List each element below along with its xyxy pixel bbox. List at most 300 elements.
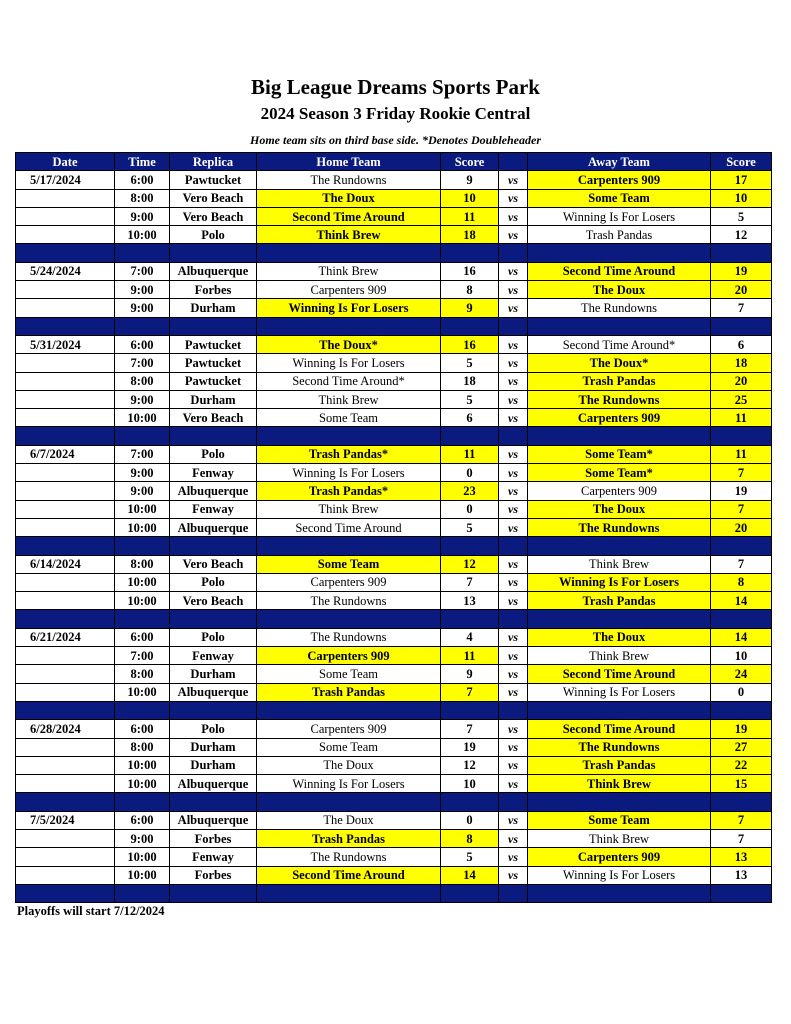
separator-cell	[711, 884, 772, 902]
separator-cell	[16, 427, 115, 445]
game-row	[16, 756, 772, 774]
home-team: Trash Pandas	[257, 829, 441, 847]
away-score: 11	[711, 445, 772, 463]
separator-cell	[115, 317, 170, 335]
home-score: 6	[441, 409, 499, 427]
vs-label: vs	[499, 335, 528, 353]
page-subtitle: 2024 Season 3 Friday Rookie Central	[260, 104, 531, 123]
game-field: Polo	[170, 445, 257, 463]
game-row	[16, 464, 772, 482]
home-team: Some Team	[257, 555, 441, 573]
away-score: 7	[711, 555, 772, 573]
separator-cell	[499, 884, 528, 902]
separator-cell	[16, 884, 115, 902]
separator-cell	[257, 793, 441, 811]
week-separator	[16, 317, 772, 335]
home-team: Think Brew	[257, 390, 441, 408]
game-date	[16, 756, 115, 774]
vs-label: vs	[499, 738, 528, 756]
game-time: 8:00	[115, 372, 170, 390]
separator-cell	[441, 701, 499, 719]
separator-cell	[170, 610, 257, 628]
home-team: Trash Pandas	[257, 683, 441, 701]
game-date	[16, 281, 115, 299]
separator-cell	[257, 701, 441, 719]
away-team: The Doux	[528, 500, 711, 518]
away-score: 20	[711, 518, 772, 536]
game-time: 10:00	[115, 848, 170, 866]
away-team: The Doux	[528, 281, 711, 299]
home-score: 7	[441, 683, 499, 701]
vs-label: vs	[499, 500, 528, 518]
separator-cell	[16, 610, 115, 628]
away-team: The Doux*	[528, 354, 711, 372]
separator-cell	[441, 793, 499, 811]
vs-label: vs	[499, 171, 528, 189]
separator-cell	[711, 427, 772, 445]
game-date	[16, 665, 115, 683]
separator-cell	[16, 317, 115, 335]
away-team: Some Team*	[528, 445, 711, 463]
away-team: Second Time Around	[528, 262, 711, 280]
home-team: Winning Is For Losers	[257, 354, 441, 372]
separator-cell	[528, 317, 711, 335]
game-field: Albuquerque	[170, 482, 257, 500]
separator-cell	[528, 701, 711, 719]
game-time: 10:00	[115, 756, 170, 774]
game-row	[16, 647, 772, 665]
away-team: Some Team	[528, 811, 711, 829]
game-row	[16, 281, 772, 299]
home-team: Some Team	[257, 665, 441, 683]
week-separator	[16, 244, 772, 262]
separator-cell	[16, 793, 115, 811]
game-date	[16, 683, 115, 701]
week-separator	[16, 537, 772, 555]
separator-cell	[115, 244, 170, 262]
separator-cell	[257, 537, 441, 555]
away-team: The Rundowns	[528, 738, 711, 756]
home-score: 10	[441, 775, 499, 793]
game-date	[16, 226, 115, 244]
home-team: Some Team	[257, 738, 441, 756]
away-score: 8	[711, 573, 772, 591]
separator-cell	[499, 793, 528, 811]
separator-cell	[16, 701, 115, 719]
away-team: Some Team	[528, 189, 711, 207]
away-score: 20	[711, 281, 772, 299]
home-team: The Doux	[257, 189, 441, 207]
game-time: 8:00	[115, 555, 170, 573]
separator-cell	[16, 244, 115, 262]
home-team: The Rundowns	[257, 171, 441, 189]
header-row	[16, 153, 772, 171]
game-field: Pawtucket	[170, 171, 257, 189]
game-field: Albuquerque	[170, 518, 257, 536]
away-score: 11	[711, 409, 772, 427]
away-score: 10	[711, 647, 772, 665]
vs-label: vs	[499, 555, 528, 573]
vs-label: vs	[499, 372, 528, 390]
game-date	[16, 647, 115, 665]
home-team: The Doux	[257, 756, 441, 774]
game-row	[16, 775, 772, 793]
home-score: 5	[441, 354, 499, 372]
away-team: Carpenters 909	[528, 171, 711, 189]
separator-cell	[499, 317, 528, 335]
game-field: Albuquerque	[170, 262, 257, 280]
separator-cell	[711, 537, 772, 555]
home-team: Carpenters 909	[257, 647, 441, 665]
vs-label: vs	[499, 518, 528, 536]
separator-cell	[441, 537, 499, 555]
separator-cell	[257, 244, 441, 262]
away-score: 7	[711, 811, 772, 829]
game-date	[16, 738, 115, 756]
game-date: 6/7/2024	[16, 445, 115, 463]
home-score: 11	[441, 647, 499, 665]
game-date	[16, 372, 115, 390]
header-vs	[499, 153, 528, 171]
away-team: Some Team*	[528, 464, 711, 482]
game-time: 6:00	[115, 335, 170, 353]
schedule-table	[15, 152, 772, 903]
game-field: Durham	[170, 756, 257, 774]
game-date	[16, 390, 115, 408]
game-row	[16, 409, 772, 427]
away-score: 17	[711, 171, 772, 189]
home-team: Trash Pandas*	[257, 445, 441, 463]
separator-cell	[441, 610, 499, 628]
away-team: The Doux	[528, 628, 711, 646]
game-time: 10:00	[115, 592, 170, 610]
week-separator	[16, 427, 772, 445]
away-team: Trash Pandas	[528, 592, 711, 610]
game-field: Albuquerque	[170, 683, 257, 701]
away-score: 27	[711, 738, 772, 756]
game-time: 6:00	[115, 628, 170, 646]
home-score: 0	[441, 500, 499, 518]
game-field: Fenway	[170, 647, 257, 665]
home-score: 16	[441, 262, 499, 280]
separator-cell	[170, 701, 257, 719]
away-score: 19	[711, 720, 772, 738]
away-score: 15	[711, 775, 772, 793]
away-team: Trash Pandas	[528, 756, 711, 774]
separator-cell	[115, 884, 170, 902]
home-score: 8	[441, 829, 499, 847]
game-row	[16, 829, 772, 847]
away-score: 5	[711, 207, 772, 225]
header-away-team: Away Team	[528, 153, 711, 171]
vs-label: vs	[499, 592, 528, 610]
separator-cell	[441, 317, 499, 335]
game-field: Durham	[170, 738, 257, 756]
game-field: Vero Beach	[170, 592, 257, 610]
game-row	[16, 262, 772, 280]
game-date	[16, 207, 115, 225]
separator-cell	[170, 244, 257, 262]
separator-cell	[170, 793, 257, 811]
away-score: 10	[711, 189, 772, 207]
away-score: 12	[711, 226, 772, 244]
away-team: Winning Is For Losers	[528, 207, 711, 225]
separator-cell	[528, 244, 711, 262]
game-date	[16, 354, 115, 372]
game-row	[16, 665, 772, 683]
game-time: 9:00	[115, 207, 170, 225]
home-team: Second Time Around	[257, 518, 441, 536]
home-team: Winning Is For Losers	[257, 464, 441, 482]
game-time: 7:00	[115, 262, 170, 280]
game-date: 5/17/2024	[16, 171, 115, 189]
game-field: Fenway	[170, 464, 257, 482]
schedule-body	[16, 171, 772, 903]
game-time: 10:00	[115, 518, 170, 536]
game-date: 6/28/2024	[16, 720, 115, 738]
game-time: 8:00	[115, 189, 170, 207]
vs-label: vs	[499, 775, 528, 793]
home-score: 11	[441, 207, 499, 225]
away-score: 14	[711, 592, 772, 610]
home-team: The Rundowns	[257, 592, 441, 610]
home-score: 9	[441, 171, 499, 189]
vs-label: vs	[499, 683, 528, 701]
away-team: Carpenters 909	[528, 848, 711, 866]
game-field: Forbes	[170, 281, 257, 299]
game-time: 10:00	[115, 775, 170, 793]
vs-label: vs	[499, 226, 528, 244]
game-field: Durham	[170, 665, 257, 683]
vs-label: vs	[499, 299, 528, 317]
home-team: Second Time Around	[257, 207, 441, 225]
header-time: Time	[115, 153, 170, 171]
away-score: 13	[711, 866, 772, 884]
game-time: 8:00	[115, 665, 170, 683]
separator-cell	[441, 884, 499, 902]
separator-cell	[499, 610, 528, 628]
home-score: 7	[441, 573, 499, 591]
game-date: 5/24/2024	[16, 262, 115, 280]
home-score: 8	[441, 281, 499, 299]
home-team: The Rundowns	[257, 848, 441, 866]
game-row	[16, 628, 772, 646]
game-row	[16, 390, 772, 408]
home-score: 23	[441, 482, 499, 500]
game-time: 6:00	[115, 811, 170, 829]
away-team: The Rundowns	[528, 299, 711, 317]
game-time: 10:00	[115, 409, 170, 427]
away-score: 7	[711, 500, 772, 518]
separator-cell	[711, 317, 772, 335]
game-row	[16, 500, 772, 518]
away-score: 7	[711, 464, 772, 482]
vs-label: vs	[499, 866, 528, 884]
separator-cell	[115, 610, 170, 628]
home-score: 9	[441, 299, 499, 317]
home-score: 0	[441, 811, 499, 829]
vs-label: vs	[499, 482, 528, 500]
separator-cell	[115, 793, 170, 811]
home-score: 5	[441, 390, 499, 408]
game-date	[16, 464, 115, 482]
home-team: Think Brew	[257, 262, 441, 280]
game-time: 7:00	[115, 354, 170, 372]
week-separator	[16, 701, 772, 719]
home-team: Winning Is For Losers	[257, 299, 441, 317]
vs-label: vs	[499, 262, 528, 280]
game-field: Polo	[170, 226, 257, 244]
home-team: The Rundowns	[257, 628, 441, 646]
game-row	[16, 573, 772, 591]
vs-label: vs	[499, 829, 528, 847]
home-score: 0	[441, 464, 499, 482]
game-date	[16, 409, 115, 427]
vs-label: vs	[499, 811, 528, 829]
header-replica: Replica	[170, 153, 257, 171]
away-team: Second Time Around	[528, 720, 711, 738]
game-row	[16, 299, 772, 317]
separator-cell	[528, 793, 711, 811]
game-field: Pawtucket	[170, 335, 257, 353]
game-field: Polo	[170, 628, 257, 646]
separator-cell	[441, 244, 499, 262]
game-field: Forbes	[170, 866, 257, 884]
home-score: 14	[441, 866, 499, 884]
header-home-score: Score	[441, 153, 499, 171]
game-row	[16, 518, 772, 536]
game-time: 9:00	[115, 281, 170, 299]
home-team: Carpenters 909	[257, 720, 441, 738]
separator-cell	[499, 701, 528, 719]
game-time: 9:00	[115, 390, 170, 408]
vs-label: vs	[499, 464, 528, 482]
game-row	[16, 445, 772, 463]
week-separator	[16, 884, 772, 902]
game-field: Vero Beach	[170, 189, 257, 207]
home-team: Second Time Around*	[257, 372, 441, 390]
game-date: 7/5/2024	[16, 811, 115, 829]
vs-label: vs	[499, 573, 528, 591]
away-score: 14	[711, 628, 772, 646]
separator-cell	[711, 244, 772, 262]
game-field: Polo	[170, 720, 257, 738]
game-row	[16, 171, 772, 189]
game-time: 6:00	[115, 171, 170, 189]
game-field: Fenway	[170, 500, 257, 518]
home-team: Second Time Around	[257, 866, 441, 884]
game-date	[16, 848, 115, 866]
home-score: 12	[441, 756, 499, 774]
away-team: Winning Is For Losers	[528, 573, 711, 591]
game-time: 10:00	[115, 866, 170, 884]
vs-label: vs	[499, 848, 528, 866]
page-title: Big League Dreams Sports Park	[251, 75, 540, 99]
game-date: 5/31/2024	[16, 335, 115, 353]
vs-label: vs	[499, 390, 528, 408]
home-score: 10	[441, 189, 499, 207]
separator-cell	[257, 317, 441, 335]
game-field: Pawtucket	[170, 372, 257, 390]
game-date	[16, 592, 115, 610]
game-row	[16, 848, 772, 866]
separator-cell	[257, 427, 441, 445]
game-row	[16, 555, 772, 573]
home-team: Think Brew	[257, 226, 441, 244]
home-team: Carpenters 909	[257, 281, 441, 299]
separator-cell	[499, 537, 528, 555]
game-row	[16, 354, 772, 372]
separator-cell	[170, 884, 257, 902]
separator-cell	[170, 537, 257, 555]
game-row	[16, 592, 772, 610]
game-field: Fenway	[170, 848, 257, 866]
separator-cell	[528, 884, 711, 902]
home-team: The Doux	[257, 811, 441, 829]
game-date	[16, 866, 115, 884]
separator-cell	[528, 610, 711, 628]
away-team: Think Brew	[528, 829, 711, 847]
separator-cell	[441, 427, 499, 445]
header-home-team: Home Team	[257, 153, 441, 171]
game-field: Forbes	[170, 829, 257, 847]
week-separator	[16, 793, 772, 811]
separator-cell	[528, 537, 711, 555]
game-row	[16, 372, 772, 390]
away-team: Winning Is For Losers	[528, 866, 711, 884]
game-row	[16, 335, 772, 353]
away-score: 22	[711, 756, 772, 774]
game-time: 10:00	[115, 683, 170, 701]
game-field: Vero Beach	[170, 207, 257, 225]
game-field: Albuquerque	[170, 811, 257, 829]
away-score: 6	[711, 335, 772, 353]
vs-label: vs	[499, 409, 528, 427]
away-score: 0	[711, 683, 772, 701]
away-team: Trash Pandas	[528, 372, 711, 390]
game-field: Durham	[170, 390, 257, 408]
home-team: Winning Is For Losers	[257, 775, 441, 793]
game-field: Vero Beach	[170, 409, 257, 427]
separator-cell	[499, 244, 528, 262]
game-time: 9:00	[115, 482, 170, 500]
away-score: 25	[711, 390, 772, 408]
separator-cell	[711, 793, 772, 811]
away-team: The Rundowns	[528, 518, 711, 536]
separator-cell	[257, 610, 441, 628]
vs-label: vs	[499, 354, 528, 372]
game-field: Durham	[170, 299, 257, 317]
game-time: 9:00	[115, 299, 170, 317]
game-date	[16, 829, 115, 847]
header-date: Date	[16, 153, 115, 171]
game-date	[16, 775, 115, 793]
vs-label: vs	[499, 281, 528, 299]
game-field: Polo	[170, 573, 257, 591]
game-time: 7:00	[115, 445, 170, 463]
vs-label: vs	[499, 647, 528, 665]
game-date: 6/21/2024	[16, 628, 115, 646]
away-team: Carpenters 909	[528, 482, 711, 500]
away-team: Think Brew	[528, 555, 711, 573]
week-separator	[16, 610, 772, 628]
away-score: 13	[711, 848, 772, 866]
home-team: Some Team	[257, 409, 441, 427]
away-team: Think Brew	[528, 647, 711, 665]
game-time: 10:00	[115, 573, 170, 591]
game-time: 10:00	[115, 500, 170, 518]
game-row	[16, 738, 772, 756]
